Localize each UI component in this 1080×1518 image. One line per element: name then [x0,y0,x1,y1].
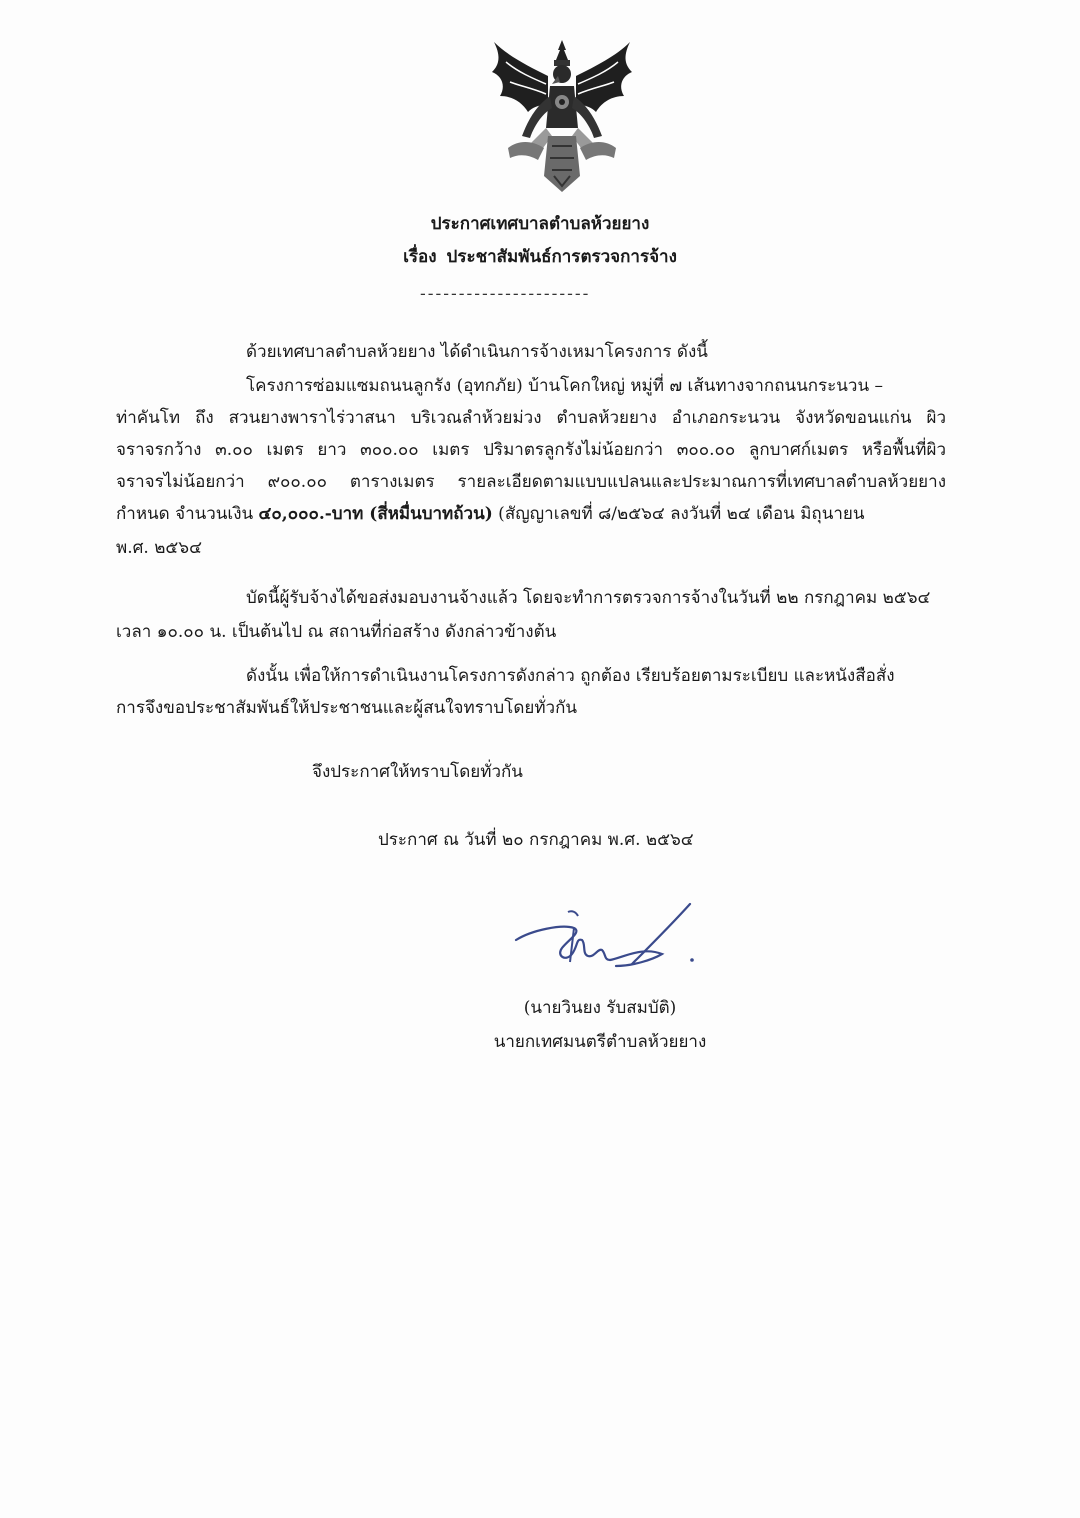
paragraph-1-line-6 [116,506,864,523]
paragraph-1-line-7: พ.ศ. ๒๕๖๔ [116,538,202,558]
garuda-emblem-icon [488,36,636,196]
paragraph-1-line-1: ด้วยเทศบาลตำบลห้วยยาง ได้ดำเนินการจ้างเหมาโครงการ ดังนี้ [246,342,708,362]
paragraph-1-line-4: จราจรกว้าง ๓.๐๐ เมตร ยาว ๓๐๐.๐๐ เมตร ปริมาตรลูกรังไม่น้อยกว่า ๓๐๐.๐๐ ลูกบาศก์เมตร หรือพื้นที่ผิว [116,440,946,460]
closing-statement: จึงประกาศให้ทราบโดยทั่วกัน [312,762,523,782]
subject-line [0,243,1080,270]
paragraph-3-line-2: การจึงขอประชาสัมพันธ์ให้ประชาชนและผู้สนใจทราบโดยทั่วกัน [116,698,577,718]
signatory-position: นายกเทศมนตรีตำบลห้วยยาง [493,1032,707,1052]
paragraph-2-line-1: บัดนี้ผู้รับจ้างได้ขอส่งมอบงานจ้างแล้ว โดยจะทำการตรวจการจ้างในวันที่ ๒๒ กรกฎาคม ๒๕๖๔ [246,588,931,608]
announcement-title: ประกาศเทศบาลตำบลห้วยยาง [430,214,650,234]
paragraph-1-line-3: ท่าคันโท ถึง สวนยางพาราไร่วาสนา บริเวณลำห้วยม่วง ตำบลห้วยยาง อำเภอกระนวน จังหวัดขอนแก่น ผิว [116,408,946,428]
paragraph-3-line-1: ดังนั้น เพื่อให้การดำเนินงานโครงการดังกล่าว ถูกต้อง เรียบร้อยตามระเบียบ และหนังสือสั่ง [246,666,895,686]
paragraph-1-line-5: จราจรไม่น้อยกว่า ๙๐๐.๐๐ ตารางเมตร รายละเอียดตามแบบแปลนและประมาณการที่เทศบาลตำบลห้วยยาง [116,472,946,492]
signatory-name: (นายวินยง รับสมบัติ) [523,998,677,1018]
paragraph-1-line-2: โครงการซ่อมแซมถนนลูกรัง (อุทกภัย) บ้านโคกใหญ่ หมู่ที่ ๗ เส้นทางจากถนนกระนวน – [246,376,883,396]
subject-text: ประชาสัมพันธ์การตรวจการจ้าง [446,247,677,267]
subject-label: เรื่อง [403,247,437,267]
contract-amount: ๔๐,๐๐๐.-บาท (สี่หมื่นบาทถ้วน) [258,504,493,524]
amount-prefix: กำหนด จำนวนเงิน [116,504,259,524]
contract-reference: (สัญญาเลขที่ ๘/๒๕๖๔ ลงวันที่ ๒๔ เดือน มิถุนายน [492,504,865,524]
paragraph-2-line-2: เวลา ๑๐.๐๐ น. เป็นต้นไป ณ สถานที่ก่อสร้าง ดังกล่าวข้างต้น [116,622,557,642]
announcement-date: ประกาศ ณ วันที่ ๒๐ กรกฎาคม พ.ศ. ๒๕๖๔ [378,830,694,850]
handwritten-signature-icon [512,900,702,990]
title-divider: ---------------------- [420,284,591,304]
